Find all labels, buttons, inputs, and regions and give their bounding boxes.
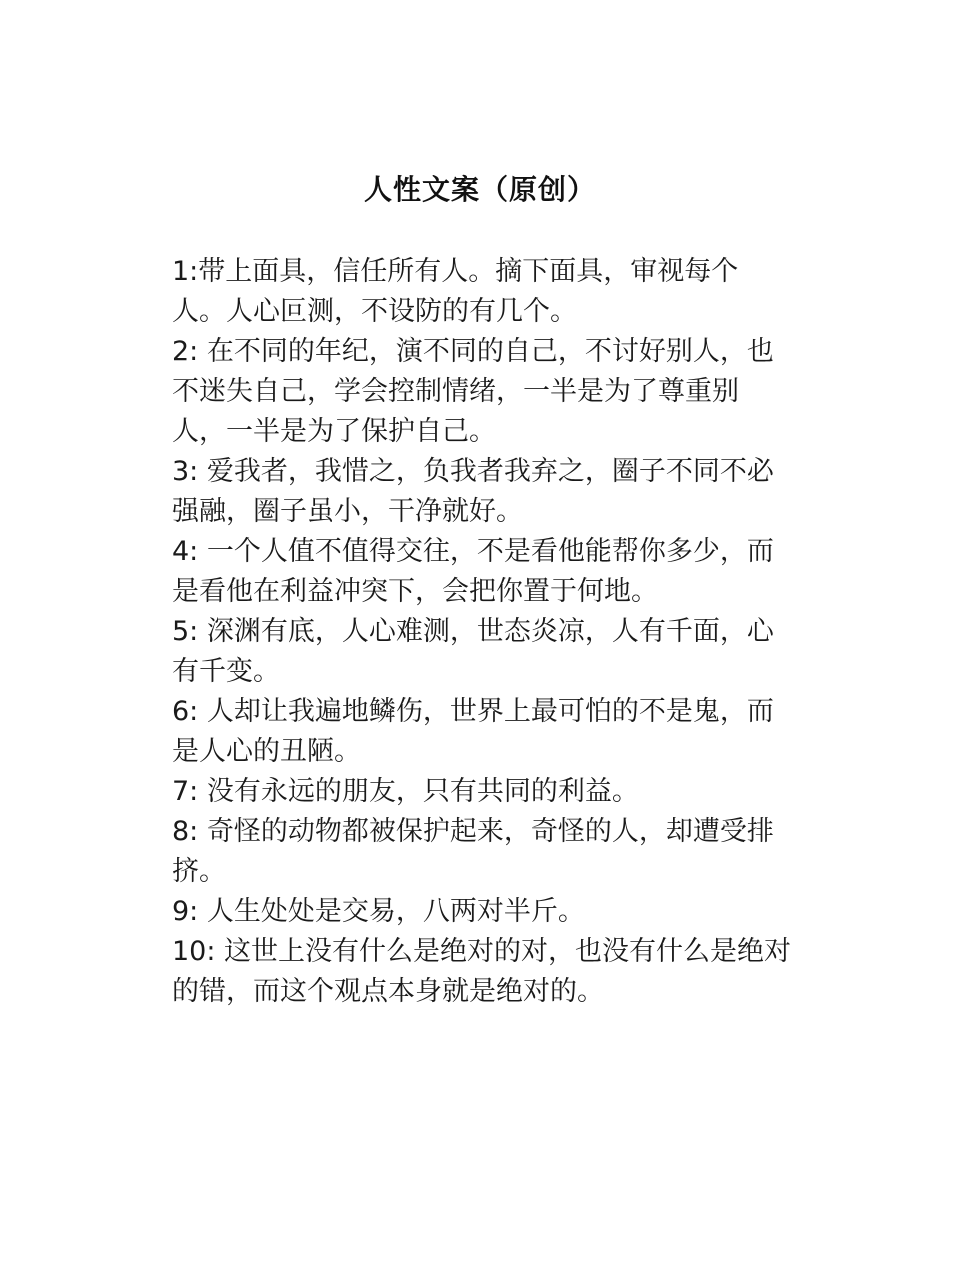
list-item-10: 10: 这世上没有什么是绝对的对，也没有什么是绝对的错，而这个观点本身就是绝对的。 — [172, 936, 792, 1007]
list-item-8: 8: 奇怪的动物都被保护起来，奇怪的人，却遭受排挤。 — [172, 816, 774, 887]
list-item-2: 2: 在不同的年纪，演不同的自己，不讨好别人，也不迷失自己，学会控制情绪，一半是为了尊重别人，一半是为了保护自己。 — [172, 336, 774, 447]
list-item-1: 1:带上面具，信任所有人。摘下面具，审视每个人。人心叵测，不设防的有几个。 — [172, 256, 739, 327]
list-item-6: 6: 人却让我遍地鳞伤，世界上最可怕的不是鬼，而是人心的丑陋。 — [172, 696, 774, 767]
document-body — [172, 252, 792, 1012]
list-item-3: 3: 爱我者，我惜之，负我者我弃之，圈子不同不必强融，圈子虽小，干净就好。 — [172, 456, 774, 527]
list-item-7: 7: 没有永远的朋友，只有共同的利益。 — [172, 776, 639, 807]
list-item-5: 5: 深渊有底，人心难测，世态炎凉，人有千面，心有千变。 — [172, 616, 774, 687]
document-title: 人性文案（原创） — [363, 173, 596, 206]
list-item-4: 4: 一个人值不值得交往，不是看他能帮你多少，而是看他在利益冲突下，会把你置于何地。 — [172, 536, 774, 607]
list-item-9: 9: 人生处处是交易，八两对半斤。 — [172, 896, 585, 927]
